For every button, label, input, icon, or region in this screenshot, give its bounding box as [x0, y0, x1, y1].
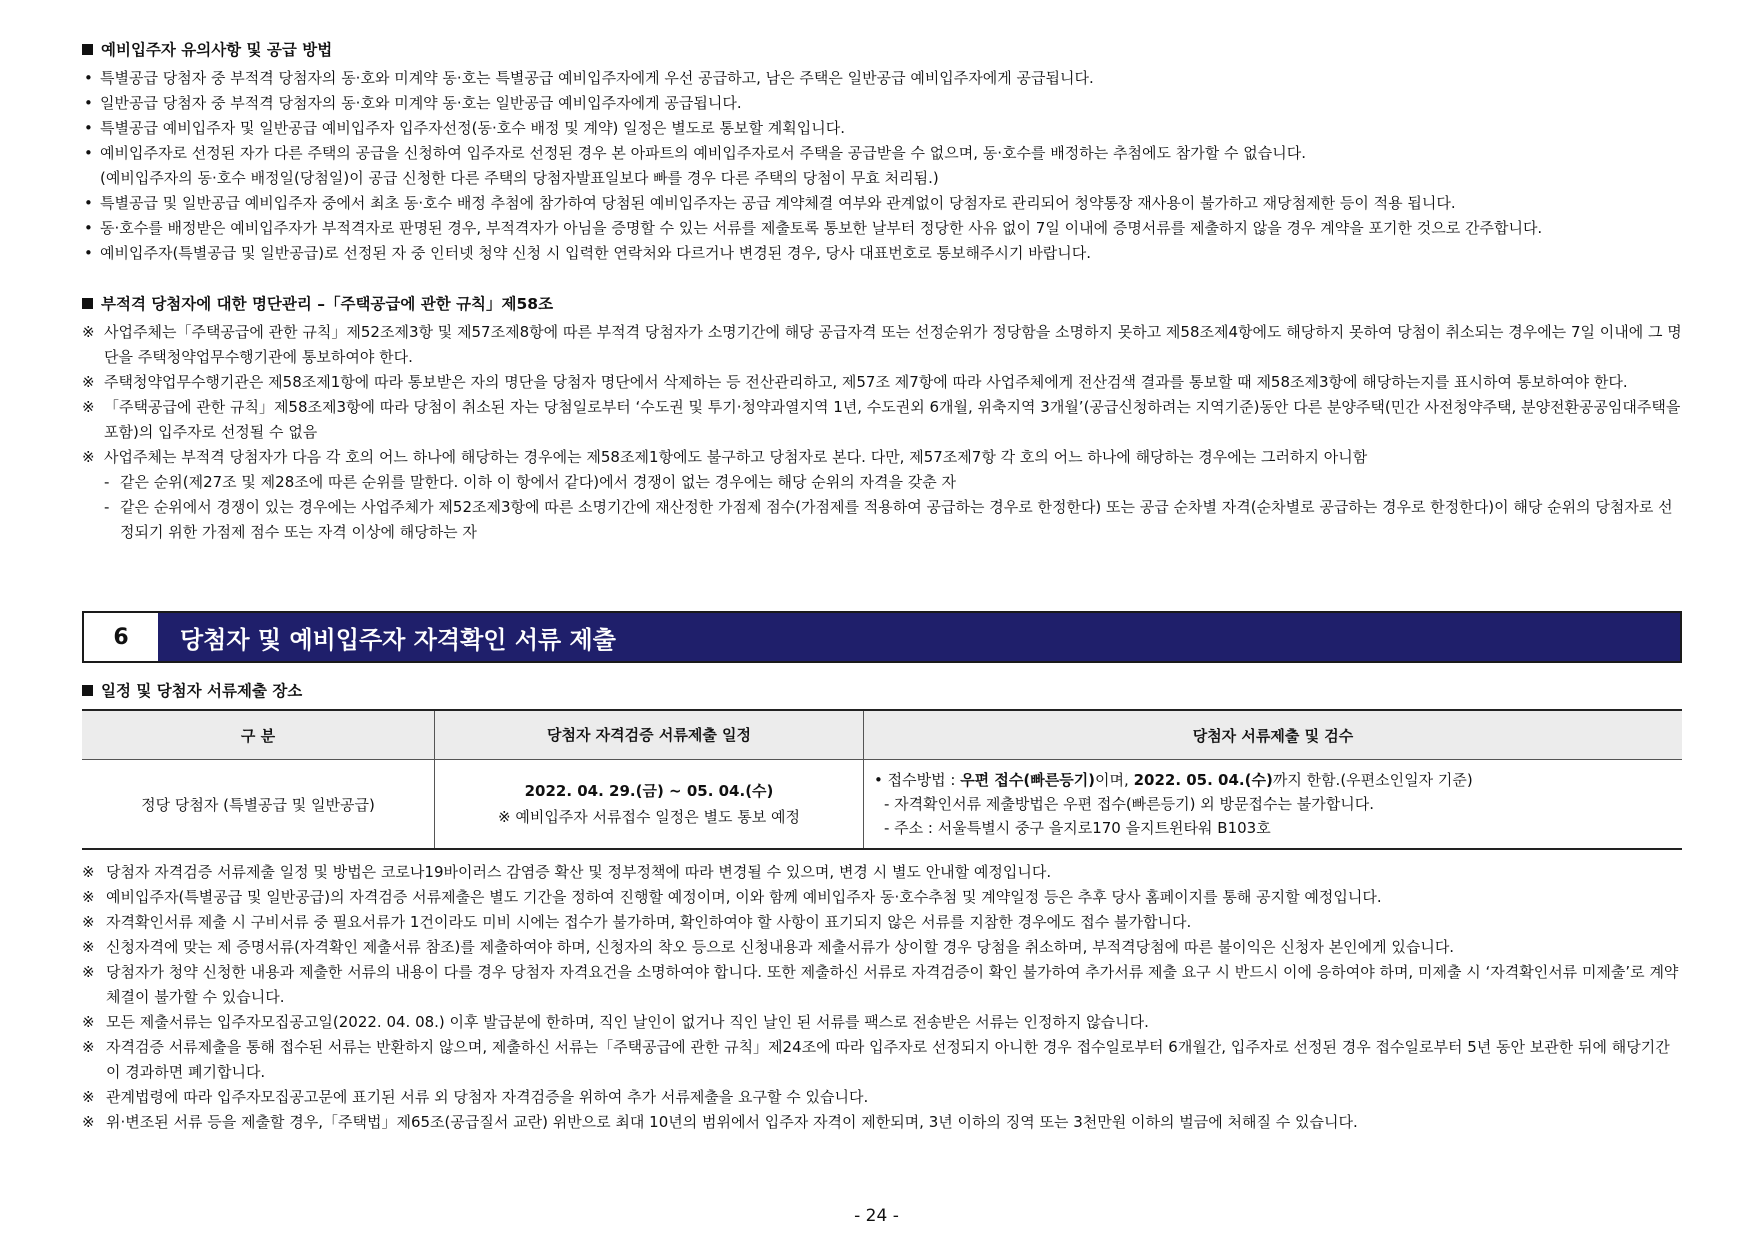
- note-item: ※ 사업주체는 부적격 당첨자가 다음 각 호의 어느 하나에 해당하는 경우에는 제58조제1항에도 불구하고 당첨자로 본다. 다만, 제57조제7항 각 호의 어느 하나에 해당하는 경우에는 그러하지 아니함: [82, 445, 1682, 470]
- notes-list: [82, 860, 1682, 1135]
- document-page: [82, 30, 1682, 1135]
- method-sub-line: - 자격확인서류 제출방법은 우편 접수(빠른등기) 외 방문접수는 불가합니다.: [884, 795, 1374, 813]
- section-heading: 당첨자 및 예비입주자 자격확인 서류 제출: [158, 613, 1680, 661]
- section-banner: [82, 611, 1682, 663]
- list-item: • 특별공급 및 일반공급 예비입주자 중에서 최초 동·호수 배정 추첨에 참가하여 당첨된 예비입주자는 공급 계약체결 여부와 관계없이 당첨자로 관리되어 청약통장 재사용이 불가하고 재당첨제한 등이 적용 됩니다.: [82, 191, 1682, 216]
- schedule-note: ※ 예비입주자 서류접수 일정은 별도 통보 예정: [498, 808, 800, 826]
- column-header: 당첨자 자격검증 서류제출 일정: [435, 710, 864, 760]
- note-item: ※ 위·변조된 서류 등을 제출할 경우,「주택법」제65조(공급질서 교란) 위반으로 최대 10년의 범위에서 입주자 자격이 제한되며, 3년 이하의 징역 또는 3천만원 이하의 벌금에 처해질 수 있습니다.: [82, 1110, 1682, 1135]
- square-bullet-icon: [82, 44, 93, 55]
- note-item: ※ 「주택공급에 관한 규칙」제58조제3항에 따라 당첨이 취소된 자는 당첨일로부터 ‘수도권 및 투기·청약과열지역 1년, 수도권외 6개월, 위축지역 3개월’(공급신청하려는 지역기준)동안 다른 분양주택(민간 사전청약주택, 분양전환공공임대주택을 포함)의 입주자로 선정될 수 없음: [82, 395, 1682, 445]
- column-header: 당첨자 서류제출 및 검수: [864, 710, 1683, 760]
- table-header-row: [82, 710, 1682, 760]
- section-title-schedule: 일정 및 당첨자 서류제출 장소: [82, 679, 1682, 703]
- note-item: ※ 신청자격에 맞는 제 증명서류(자격확인 제출서류 참조)를 제출하여야 하며, 신청자의 착오 등으로 신청내용과 제출서류가 상이할 경우 당첨을 취소하며, 부적격당첨에 따른 불이익은 신청자 본인에게 있습니다.: [82, 935, 1682, 960]
- list-item: • 예비입주자(특별공급 및 일반공급)로 선정된 자 중 인터넷 청약 신청 시 입력한 연락처와 다르거나 변경된 경우, 당사 대표번호로 통보해주시기 바랍니다.: [82, 241, 1682, 266]
- schedule-dates: 2022. 04. 29.(금) ~ 05. 04.(수): [524, 782, 774, 800]
- note-item: ※ 사업주체는「주택공급에 관한 규칙」제52조제3항 및 제57조제8항에 따른 부적격 당첨자가 소명기간에 해당 공급자격 또는 선정순위가 정당함을 소명하지 못하고 제58조제4항에도 해당하지 못하여 당첨이 취소되는 경우에는 7일 이내에 그 명단을 주택청약업무수행기관에 통보하여야 한다.: [82, 320, 1682, 370]
- table-cell-schedule: [435, 760, 864, 850]
- note-item: ※ 예비입주자(특별공급 및 일반공급)의 자격검증 서류제출은 별도 기간을 정하여 진행할 예정이며, 이와 함께 예비입주자 동·호수추첨 및 계약일정 등은 추후 당사 홈페이지를 통해 공지할 예정입니다.: [82, 885, 1682, 910]
- note-item: ※ 모든 제출서류는 입주자모집공고일(2022. 04. 08.) 이후 발급분에 한하며, 직인 날인이 없거나 직인 날인 된 서류를 팩스로 전송받은 서류는 인정하지 않습니다.: [82, 1010, 1682, 1035]
- square-bullet-icon: [82, 298, 93, 309]
- list-item: • 일반공급 당첨자 중 부적격 당첨자의 동·호와 미계약 동·호는 일반공급 예비입주자에게 공급됩니다.: [82, 91, 1682, 116]
- list-item: • 예비입주자로 선정된 자가 다른 주택의 공급을 신청하여 입주자로 선정된 경우 본 아파트의 예비입주자로서 주택을 공급받을 수 없으며, 동·호수를 배정하는 추첨에도 참가할 수 없습니다.: [82, 141, 1682, 166]
- note-item: ※ 당첨자가 청약 신청한 내용과 제출한 서류의 내용이 다를 경우 당첨자 자격요건을 소명하여야 합니다. 또한 제출하신 서류로 자격검증이 확인 불가하여 추가서류 제출 요구 시 반드시 이에 응하여야 하며, 미제출 시 ‘자격확인서류 미제출’로 계약체결이 불가할 수 있습니다.: [82, 960, 1682, 1010]
- section-title-disqualified: 부적격 당첨자에 대한 명단관리 –「주택공급에 관한 규칙」제58조: [82, 292, 1682, 316]
- method-line: • 접수방법 : 우편 접수(빠른등기)이며, 2022. 05. 04.(수)까지 한함.(우편소인일자 기준): [874, 771, 1473, 789]
- table-cell-category: 정당 당첨자 (특별공급 및 일반공급): [82, 760, 435, 850]
- submission-table: [82, 709, 1682, 850]
- square-bullet-icon: [82, 685, 93, 696]
- note-item: ※ 당첨자 자격검증 서류제출 일정 및 방법은 코로나19바이러스 감염증 확산 및 정부정책에 따라 변경될 수 있으며, 변경 시 별도 안내할 예정입니다.: [82, 860, 1682, 885]
- dash-item: - 같은 순위(제27조 및 제28조에 따른 순위를 말한다. 이하 이 항에서 같다)에서 경쟁이 없는 경우에는 해당 순위의 자격을 갖춘 자: [82, 470, 1682, 495]
- list-item: • 특별공급 예비입주자 및 일반공급 예비입주자 입주자선정(동·호수 배정 및 계약) 일정은 별도로 통보할 계획입니다.: [82, 116, 1682, 141]
- note-item: ※ 자격확인서류 제출 시 구비서류 중 필요서류가 1건이라도 미비 시에는 접수가 불가하며, 확인하여야 할 사항이 표기되지 않은 서류를 지참한 경우에도 접수 불가합니다.: [82, 910, 1682, 935]
- list-item-continuation: (예비입주자의 동·호수 배정일(당첨일)이 공급 신청한 다른 주택의 당첨자발표일보다 빠를 경우 다른 주택의 당첨이 무효 처리됨.): [100, 169, 939, 187]
- table-cell-method: [864, 760, 1683, 850]
- note-item: ※ 주택청약업무수행기관은 제58조제1항에 따라 통보받은 자의 명단을 당첨자 명단에서 삭제하는 등 전산관리하고, 제57조 제7항에 따라 사업주체에게 전산검색 결과를 통보할 때 제58조제3항에 해당하는지를 표시하여 통보하여야 한다.: [82, 370, 1682, 395]
- section-title-reserve: 예비입주자 유의사항 및 공급 방법: [82, 38, 1682, 62]
- dash-item: - 같은 순위에서 경쟁이 있는 경우에는 사업주체가 제52조제3항에 따른 소명기간에 재산정한 가점제 점수(가점제를 적용하여 공급하는 경우로 한정한다) 또는 공급 순차별 자격(순차별로 공급하는 경우로 한정한다)이 해당 순위의 당첨자로 선정되기 위한 가점제 점수 또는 자격 이상에 해당하는 자: [82, 495, 1682, 545]
- note-item: ※ 자격검증 서류제출을 통해 접수된 서류는 반환하지 않으며, 제출하신 서류는「주택공급에 관한 규칙」제24조에 따라 입주자로 선정되지 아니한 경우 접수일로부터 6개월간, 입주자로 선정된 경우 접수일로부터 5년 동안 보관한 뒤에 해당기간이 경과하면 폐기합니다.: [82, 1035, 1682, 1085]
- note-item: ※ 관계법령에 따라 입주자모집공고문에 표기된 서류 외 당첨자 자격검증을 위하여 추가 서류제출을 요구할 수 있습니다.: [82, 1085, 1682, 1110]
- list-item: • 동·호수를 배정받은 예비입주자가 부적격자로 판명된 경우, 부적격자가 아님을 증명할 수 있는 서류를 제출토록 통보한 날부터 정당한 사유 없이 7일 이내에 증명서류를 제출하지 않을 경우 계약을 포기한 것으로 간주합니다.: [82, 216, 1682, 241]
- table-row: [82, 760, 1682, 850]
- page-number: - 24 -: [854, 1206, 899, 1226]
- section-number: 6: [84, 613, 158, 661]
- address-line: - 주소 : 서울특별시 중구 을지로170 을지트윈타워 B103호: [884, 819, 1271, 837]
- column-header: 구 분: [82, 710, 435, 760]
- list-item: • 특별공급 당첨자 중 부적격 당첨자의 동·호와 미계약 동·호는 특별공급 예비입주자에게 우선 공급하고, 남은 주택은 일반공급 예비입주자에게 공급됩니다.: [82, 66, 1682, 91]
